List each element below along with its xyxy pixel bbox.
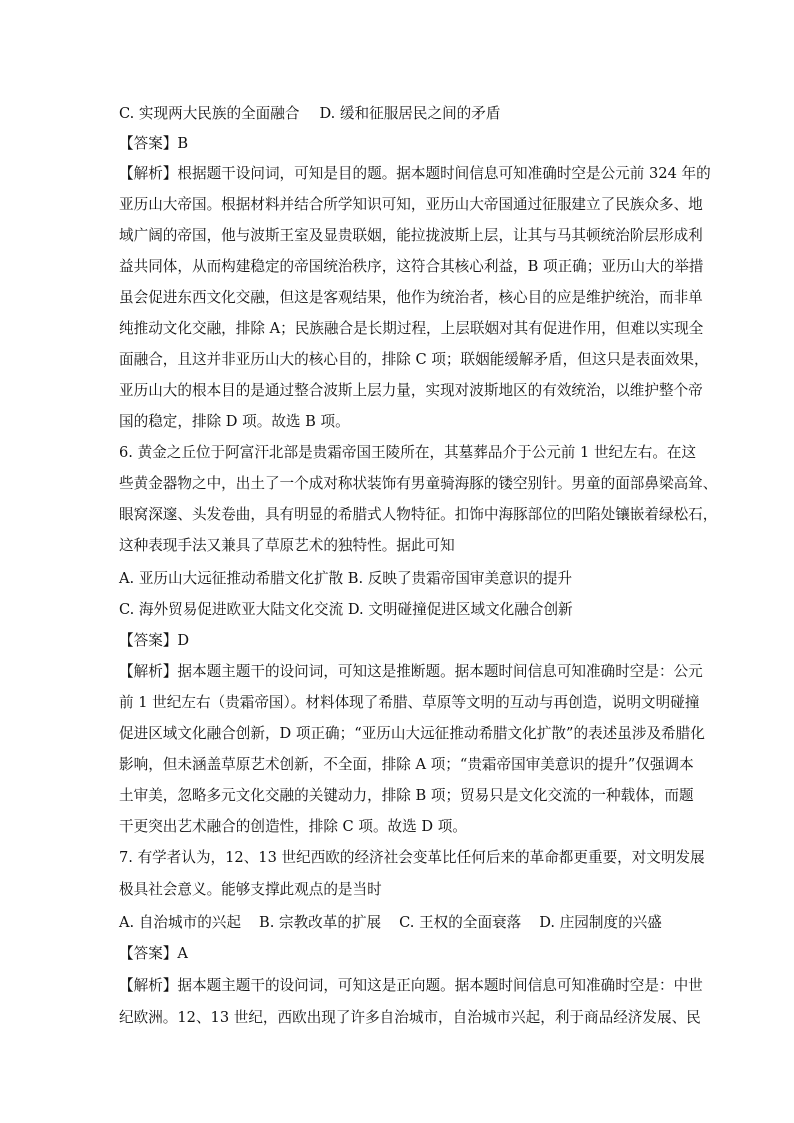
- q7-option-c: C. 王权的全面衰落: [399, 914, 522, 931]
- q6-stem-line: 6. 黄金之丘位于阿富汗北部是贵霜帝国王陵所在，其墓葬品介于公元前 1 世纪左右。在这: [119, 444, 697, 461]
- q7-answer: 【答案】A: [119, 945, 188, 962]
- q7-analysis-line: 【解析】据本题主题干的设问词，可知这是正向题。据本题时间信息可知准确时空是：中世: [119, 977, 703, 994]
- q5-analysis-line: 益共同体，从而构建稳定的帝国统治秩序，这符合其核心利益，B 项正确；亚历山大的举措: [119, 258, 704, 275]
- q5-analysis-line: 纯推动文化交融，排除 A；民族融合是长期过程，上层联姻对其有促进作用，但难以实现全: [119, 320, 704, 337]
- q7-analysis-line: 纪欧洲。12、13 世纪，西欧出现了许多自治城市，自治城市兴起，利于商品经济发展、民: [119, 1009, 701, 1026]
- q6-analysis-line: 干更突出艺术融合的创造性，排除 C 项。故选 D 项。: [119, 818, 467, 835]
- q5-analysis-line: 【解析】根据题干设问词，可知是目的题。据本题时间信息可知准确时空是公元前 324 年的: [119, 165, 711, 182]
- q6-stem-line: 眼窝深邃、头发卷曲，具有明显的希腊式人物特征。扣饰中海豚部位的凹陷处镶嵌着绿松石，: [119, 506, 718, 523]
- q7-option-a: A. 自治城市的兴起: [119, 914, 241, 931]
- q6-analysis-line: 影响，但未涵盖草原艺术创新，不全面，排除 A 项；“贵霜帝国审美意识的提升”仅强调本: [119, 756, 694, 773]
- q6-analysis-line: 土审美，忽略多元文化交融的关键动力，排除 B 项；贸易只是文化交流的一种载体，而题: [119, 787, 694, 804]
- q5-analysis-line: 面融合，且这并非亚历山大的核心目的，排除 C 项；联姻能缓解矛盾，但这只是表面效果，: [119, 351, 709, 368]
- q5-options-row: [119, 104, 500, 124]
- q7-stem-line: 7. 有学者认为，12、13 世纪西欧的经济社会变革比任何后来的革命都更重要，对文明发展: [119, 849, 705, 866]
- q6-answer: 【答案】D: [119, 632, 190, 649]
- q7-options-row: [119, 913, 662, 933]
- q6-analysis-line: 促进区域文化融合创新，D 项正确；“亚历山大远征推动希腊文化扩散”的表述虽涉及希腊化: [119, 725, 705, 742]
- q5-option-d: D. 缓和征服居民之间的矛盾: [319, 105, 501, 122]
- q7-option-d: D. 庄园制度的兴盛: [539, 914, 662, 931]
- q7-option-b: B. 宗教改革的扩展: [258, 914, 382, 931]
- q7-stem-line: 极具社会意义。能够支撑此观点的是当时: [119, 881, 382, 898]
- q6-options-row: C. 海外贸易促进欧亚大陆文化交流 D. 文明碰撞促进区域文化融合创新: [119, 601, 573, 618]
- q5-analysis-line: 虽会促进东西文化交融，但这是客观结果，他作为统治者，核心目的应是维护统治，而非单: [119, 289, 703, 306]
- q6-analysis-line: 前 1 世纪左右（贵霜帝国）。材料体现了希腊、草原等文明的互动与再创造，说明文明碰撞: [119, 694, 700, 711]
- q5-analysis-line: 亚历山大帝国。根据材料并结合所学知识可知，亚历山大帝国通过征服建立了民族众多、地: [119, 196, 703, 213]
- q5-option-c: C. 实现两大民族的全面融合: [119, 105, 300, 122]
- q5-analysis-line: 域广阔的帝国，他与波斯王室及显贵联姻，能拉拢波斯上层，让其与马其顿统治阶层形成利: [119, 227, 703, 244]
- q6-analysis-line: 【解析】据本题主题干的设问词，可知这是推断题。据本题时间信息可知准确时空是：公元: [119, 663, 703, 680]
- q6-stem-line: 这种表现手法又兼具了草原艺术的独特性。据此可知: [119, 537, 455, 554]
- q5-analysis-line: 国的稳定，排除 D 项。故选 B 项。: [119, 413, 350, 430]
- q6-options-row: A. 亚历山大远征推动希腊文化扩散 B. 反映了贵霜帝国审美意识的提升: [119, 570, 573, 587]
- q6-stem-line: 些黄金器物之中，出土了一个成对称状装饰有男童骑海豚的镂空别针。男童的面部鼻梁高耸、: [119, 475, 718, 492]
- q5-answer: 【答案】B: [119, 135, 189, 152]
- q5-analysis-line: 亚历山大的根本目的是通过整合波斯上层力量，实现对波斯地区的有效统治，以维护整个帝: [119, 382, 703, 399]
